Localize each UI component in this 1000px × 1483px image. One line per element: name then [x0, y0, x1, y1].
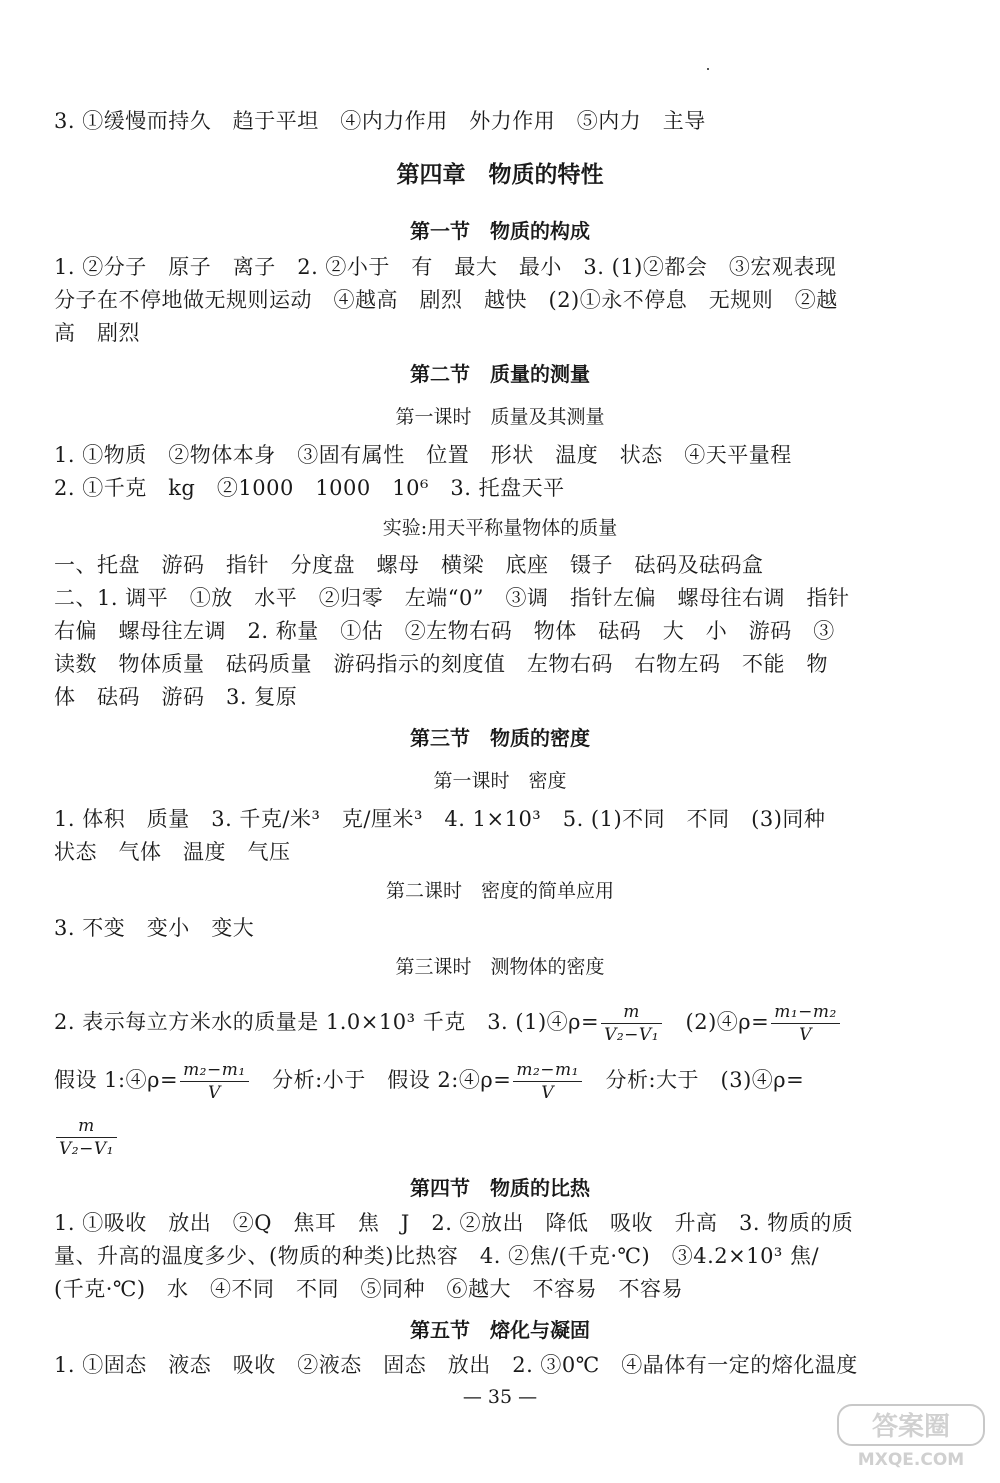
answer-line: 3. 不变 变小 变大 — [54, 916, 255, 940]
formula-text: (2)④ρ= — [664, 1010, 770, 1034]
answer-line: 高 剧烈 — [54, 321, 140, 345]
density-fraction — [180, 1059, 249, 1104]
lesson-title: 实验:用天平称量物体的质量 — [382, 517, 618, 539]
fraction-numerator: m — [56, 1115, 117, 1138]
lesson-title: 第二课时 密度的简单应用 — [385, 880, 614, 902]
fraction-denominator: V — [207, 1083, 221, 1103]
answer-line-formula — [54, 1056, 960, 1104]
section-title: 第五节 熔化与凝固 — [410, 1318, 590, 1342]
formula-text: 分析:大于 (3)④ρ= — [583, 1068, 805, 1092]
answer-line: 体 砝码 游码 3. 复原 — [54, 685, 298, 709]
answer-line: 2. ①千克 kg ②1000 1000 10⁶ 3. 托盘天平 — [54, 476, 565, 500]
watermark-text: 答案圈 — [871, 1412, 951, 1442]
formula-text: 2. 表示每立方米水的质量是 1.0×10³ 千克 3. (1)④ρ= — [54, 1010, 600, 1034]
fraction-numerator: m₁−m₂ — [771, 1001, 840, 1024]
answer-line: 读数 物体质量 砝码质量 游码指示的刻度值 左物右码 右物左码 不能 物 — [54, 652, 828, 676]
density-fraction — [513, 1059, 582, 1104]
answer-line: (千克·℃) 水 ④不同 不同 ⑤同种 ⑥越大 不容易 不容易 — [54, 1277, 684, 1301]
page-number: — 35 — — [462, 1386, 538, 1408]
answer-line: 3. ①缓慢而持久 趋于平坦 ④内力作用 外力作用 ⑤内力 主导 — [54, 109, 706, 133]
watermark-logo — [836, 1401, 986, 1471]
fraction-numerator: m — [601, 1001, 662, 1024]
answer-line: 1. ①物质 ②物体本身 ③固有属性 位置 形状 温度 状态 ④天平量程 — [54, 443, 792, 467]
answer-line: 1. ①吸收 放出 ②Q 焦耳 焦 J 2. ②放出 降低 吸收 升高 3. 物质的质 — [54, 1211, 854, 1235]
answer-line-formula — [54, 1112, 960, 1160]
formula-text: 假设 1:④ρ= — [54, 1068, 179, 1092]
answer-line: 二、1. 调平 ①放 水平 ②归零 左端“0” ③调 指针左偏 螺母往右调 指针 — [54, 586, 850, 610]
density-fraction — [771, 1001, 840, 1046]
answer-line: 量、升高的温度多少、(物质的种类)比热容 4. ②焦/(千克·℃) ③4.2×10³ 焦/ — [54, 1244, 820, 1268]
lesson-title: 第一课时 密度 — [433, 770, 567, 792]
answer-line: 一、托盘 游码 指针 分度盘 螺母 横梁 底座 镊子 砝码及砝码盒 — [54, 553, 764, 577]
fraction-denominator: V₂−V₁ — [604, 1025, 660, 1045]
fraction-denominator: V — [799, 1025, 812, 1045]
section-title: 第四节 物质的比热 — [410, 1176, 590, 1200]
density-fraction — [56, 1115, 117, 1160]
answer-line-formula — [54, 998, 960, 1046]
formula-text: 分析:小于 假设 2:④ρ= — [250, 1068, 512, 1092]
section-title: 第三节 物质的密度 — [410, 726, 590, 750]
section-title: 第一节 物质的构成 — [410, 219, 590, 243]
lesson-title: 第三课时 测物体的密度 — [395, 956, 605, 978]
section-title: 第二节 质量的测量 — [410, 362, 590, 386]
answer-line: 右偏 螺母往左调 2. 称量 ①估 ②左物右码 物体 砝码 大 小 游码 ③ — [54, 619, 835, 643]
answer-line: 1. ①固态 液态 吸收 ②液态 固态 放出 2. ③0℃ ④晶体有一定的熔化温度 — [54, 1353, 858, 1377]
fraction-denominator: V₂−V₁ — [59, 1139, 114, 1159]
answer-line: 状态 气体 温度 气压 — [54, 840, 291, 864]
lesson-title: 第一课时 质量及其测量 — [395, 406, 605, 428]
fraction-denominator: V — [541, 1083, 555, 1103]
watermark-url: MXQE.COM — [857, 1450, 965, 1470]
fraction-numerator: m₂−m₁ — [180, 1059, 249, 1082]
chapter-title: 第四章 物质的特性 — [396, 162, 604, 188]
speck — [707, 68, 709, 70]
answer-line: 1. 体积 质量 3. 千克/米³ 克/厘米³ 4. 1×10³ 5. (1)不同 不同 (3)同种 — [54, 807, 826, 831]
fraction-numerator: m₂−m₁ — [513, 1059, 582, 1082]
answer-line: 1. ②分子 原子 离子 2. ②小于 有 最大 最小 3. (1)②都会 ③宏观表现 — [54, 255, 837, 279]
answer-line: 分子在不停地做无规则运动 ④越高 剧烈 越快 (2)①永不停息 无规则 ②越 — [54, 288, 838, 312]
density-fraction — [601, 1001, 662, 1046]
